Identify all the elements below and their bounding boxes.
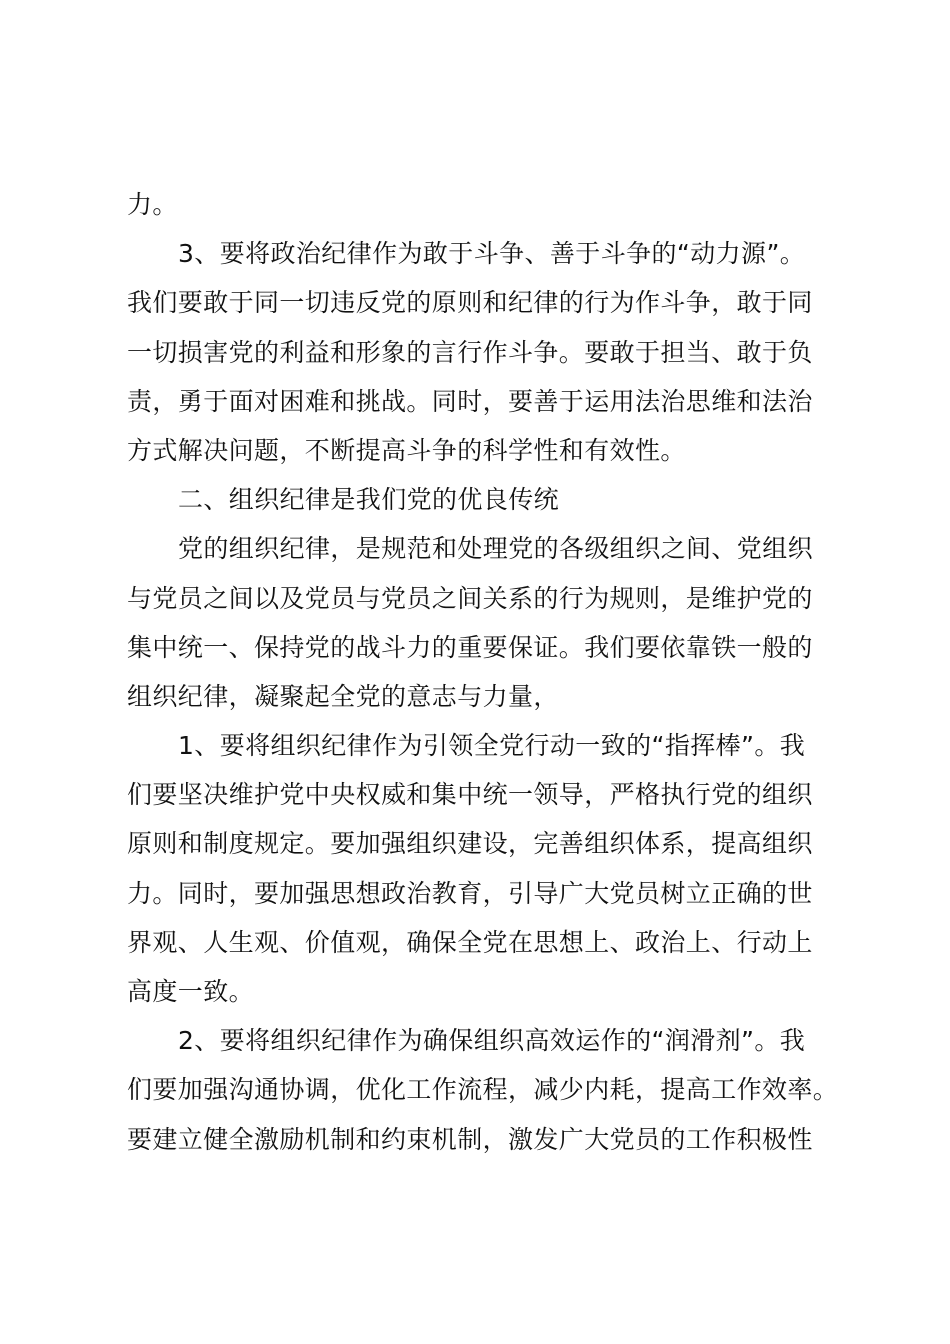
text-line: 一切损害党的利益和形象的言行作斗争。要敢于担当、敢于负	[127, 337, 813, 367]
text-line: 3、要将政治纪律作为敢于斗争、善于斗争的“动力源”。	[178, 239, 806, 269]
text-line: 党的组织纪律，是规范和处理党的各级组织之间、党组织	[178, 534, 814, 564]
text-line: 集中统一、保持党的战斗力的重要保证。我们要依靠铁一般的	[127, 632, 813, 662]
text-line: 2、要将组织纪律作为确保组织高效运作的“润滑剂”。我	[178, 1026, 806, 1056]
text-line: 我们要敢于同一切违反党的原则和纪律的行为作斗争，敢于同	[127, 288, 813, 318]
text-line: 方式解决问题，不断提高斗争的科学性和有效性。	[127, 435, 686, 465]
text-line: 与党员之间以及党员与党员之间关系的行为规则，是维护党的	[127, 583, 813, 613]
text-line: 原则和制度规定。要加强组织建设，完善组织体系，提高组织	[127, 829, 813, 859]
text-line: 要建立健全激励机制和约束机制，激发广大党员的工作积极性	[127, 1124, 813, 1154]
text-line: 力。	[127, 190, 178, 219]
text-line: 组织纪律，凝聚起全党的意志与力量，	[127, 681, 559, 711]
text-line: 1、要将组织纪律作为引领全党行动一致的“指挥棒”。我	[178, 731, 806, 761]
text-line: 们要坚决维护党中央权威和集中统一领导，严格执行党的组织	[127, 780, 813, 810]
text-line: 力。同时，要加强思想政治教育，引导广大党员树立正确的世	[127, 878, 813, 908]
section-heading: 二、组织纪律是我们党的优良传统	[178, 485, 560, 515]
text-line: 们要加强沟通协调，优化工作流程，减少内耗，提高工作效率。	[127, 1075, 839, 1105]
text-line: 责，勇于面对困难和挑战。同时，要善于运用法治思维和法治	[127, 386, 813, 416]
text-line: 高度一致。	[127, 977, 255, 1006]
document-body	[127, 180, 839, 1164]
text-line: 界观、人生观、价值观，确保全党在思想上、政治上、行动上	[127, 927, 813, 957]
